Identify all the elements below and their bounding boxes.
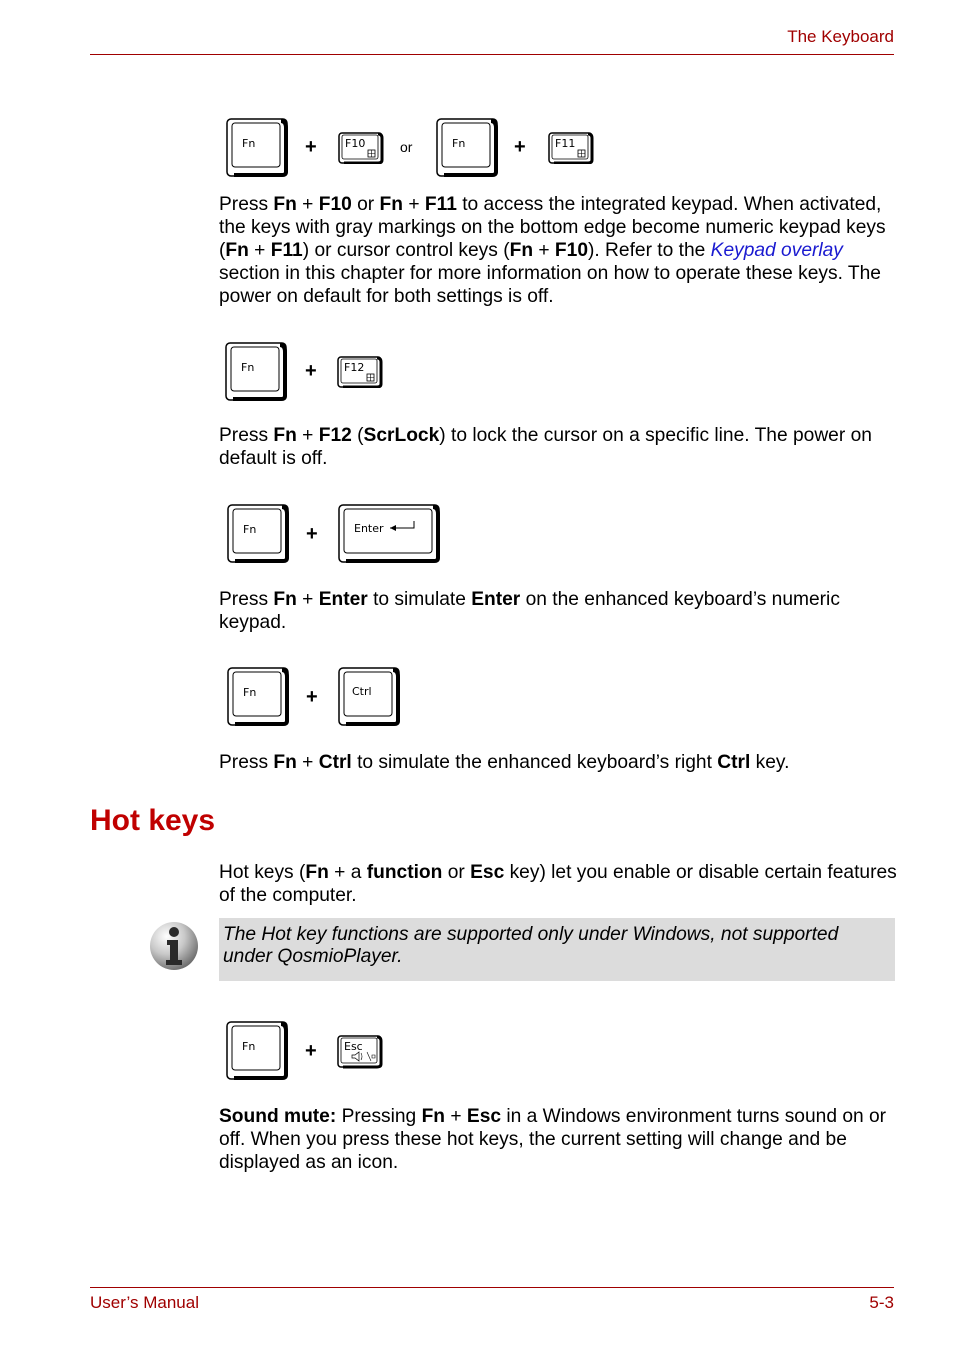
esc-key-illustration	[337, 1035, 383, 1069]
enter-key-illustration	[338, 504, 442, 564]
f10-key-illustration	[338, 132, 384, 164]
note-text: The Hot key functions are supported only under Windows, not supported under QosmioPlayer.	[223, 924, 839, 967]
f11-key-label: F11	[555, 137, 576, 150]
footer-manual-title: User’s Manual	[90, 1293, 199, 1312]
plus-sign: +	[306, 523, 318, 545]
plus-sign: +	[305, 136, 317, 158]
fn-key-label: Fn	[243, 523, 257, 536]
fn-key-label: Fn	[242, 137, 256, 150]
info-icon	[148, 920, 200, 972]
enter-key-label: Enter	[354, 522, 384, 535]
fn-key-label: Fn	[242, 1040, 256, 1053]
esc-key-label: Esc	[344, 1040, 363, 1053]
hotkeys-paragraph: Hot keys (Fn + a function or Esc key) let you enable or disable certain features of the computer.	[219, 862, 897, 906]
enter-paragraph: Press Fn + Enter to simulate Enter on the enhanced keyboard’s numeric keypad.	[219, 589, 840, 633]
scrlock-paragraph: Press Fn + F12 (ScrLock) to lock the cursor on a specific line. The power on default is off.	[219, 425, 872, 469]
plus-sign: +	[305, 1040, 317, 1062]
sound-mute-paragraph: Sound mute: Pressing Fn + Esc in a Windows environment turns sound on or off. When you press these hot keys, the current setting will change and be displayed as an icon.	[219, 1106, 887, 1173]
plus-sign: +	[306, 686, 318, 708]
f11-key-illustration	[548, 132, 594, 164]
fn-key-label: Fn	[452, 137, 466, 150]
keypad-paragraph: Press Fn + F10 or Fn + F11 to access the integrated keypad. When activated, the keys with gray markings on the bottom edge become numeric keypad keys (Fn + F11) or cursor control keys (Fn + F10). Refer to the Keypad overlay section in this chapter for more information on how to operate these keys. The power on default for both settings is off.	[219, 194, 886, 307]
ctrl-key-label: Ctrl	[352, 685, 372, 698]
footer-page-number: 5-3	[869, 1293, 894, 1312]
fn-key-illustration	[225, 342, 289, 402]
keypad-overlay-link[interactable]: Keypad overlay	[710, 240, 843, 261]
fn-key-illustration	[436, 118, 500, 178]
fn-key-label: Fn	[241, 361, 255, 374]
fn-key-illustration	[226, 1021, 290, 1081]
or-text: or	[400, 139, 413, 155]
header-title: The Keyboard	[787, 27, 894, 46]
footer-rule	[90, 1287, 894, 1288]
f10-key-label: F10	[345, 137, 366, 150]
fn-key-illustration	[226, 118, 290, 178]
f12-key-illustration	[337, 356, 383, 388]
section-heading-hot-keys: Hot keys	[90, 804, 216, 837]
fn-key-illustration	[227, 667, 291, 727]
ctrl-key-illustration	[338, 667, 402, 727]
f12-key-label: F12	[344, 361, 365, 374]
ctrl-paragraph: Press Fn + Ctrl to simulate the enhanced keyboard’s right Ctrl key.	[219, 752, 790, 773]
header-rule	[90, 54, 894, 55]
fn-key-illustration	[227, 504, 291, 564]
note-box	[219, 918, 895, 981]
plus-sign: +	[514, 136, 526, 158]
plus-sign: +	[305, 360, 317, 382]
fn-key-label: Fn	[243, 686, 257, 699]
